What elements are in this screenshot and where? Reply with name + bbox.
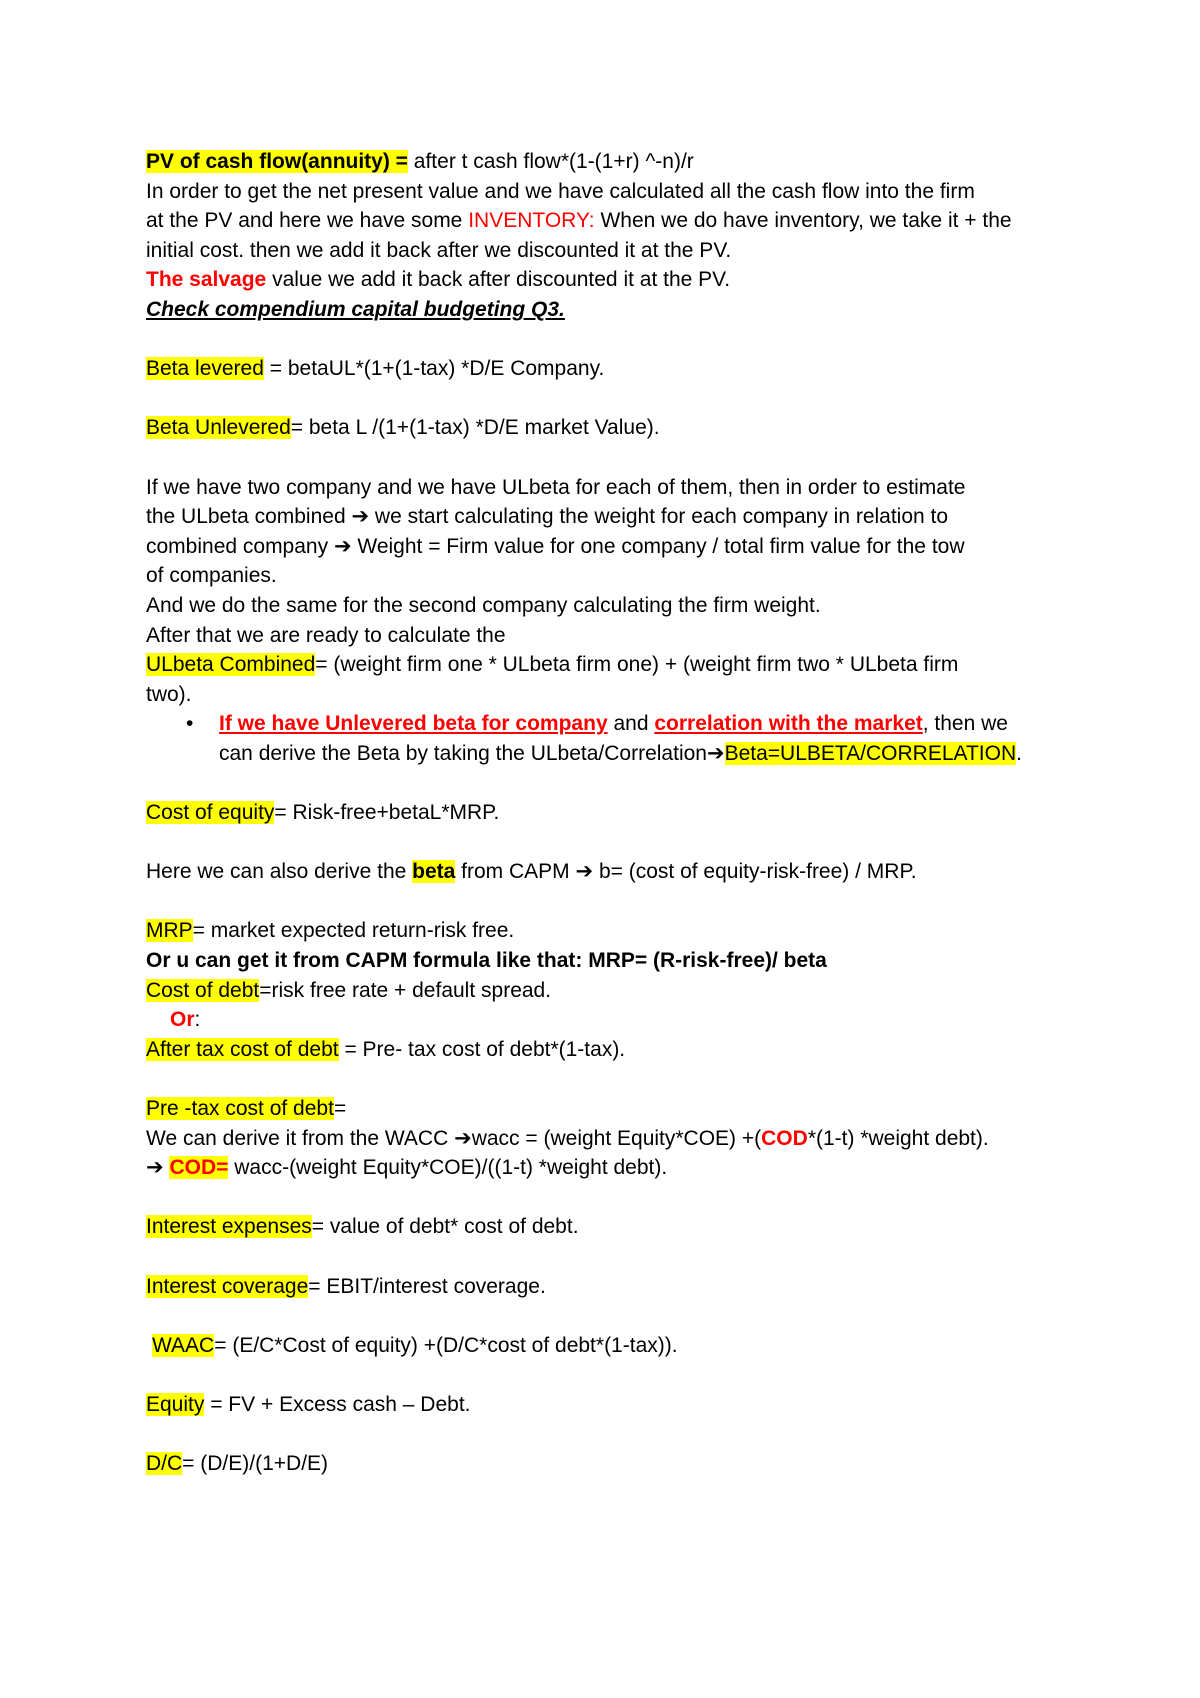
salvage-text: value we add it back after discounted it at the PV.: [266, 268, 731, 292]
npv-line-2-rest: When we do have inventory, we take it + the: [594, 209, 1012, 233]
cost-of-equity-formula: = Risk-free+betaL*MRP.: [274, 801, 500, 825]
interest-coverage-formula: = EBIT/interest coverage.: [308, 1274, 546, 1298]
beta-unlevered-formula: = beta L /(1+(1-tax) *D/E market Value).: [290, 416, 660, 440]
interest-coverage-label: Interest coverage: [146, 1274, 309, 1298]
cost-of-equity-label: Cost of equity: [146, 801, 275, 825]
ulbeta-combined-line-2: two).: [146, 682, 192, 706]
equity-label: Equity: [146, 1392, 205, 1416]
spacer: [146, 1360, 1106, 1390]
interest-coverage-line: [146, 1272, 1106, 1302]
beta-levered-formula: = betaUL*(1+(1-tax) *D/E Company.: [263, 357, 605, 381]
waac-formula: = (E/C*Cost of equity) +(D/C*cost of debt*(1-tax)).: [214, 1333, 678, 1357]
bullet-text: [219, 709, 1106, 768]
pv-annuity-line: [146, 147, 1106, 177]
beta-unlevered-line: [146, 413, 1106, 443]
dc-line: [146, 1449, 1106, 1479]
cost-of-debt-line: [146, 976, 1106, 1006]
two-company-line-2-text: the ULbeta combined: [146, 505, 352, 529]
or-label: Or: [170, 1008, 195, 1032]
npv-line-2: [146, 206, 1106, 236]
beta-correlation-formula: Beta=ULBETA/CORRELATION: [724, 741, 1017, 765]
cost-of-equity-line: [146, 798, 1106, 828]
salvage-label: The salvage: [146, 268, 267, 292]
derive-beta-formula: b= (cost of equity-risk-free) / MRP.: [593, 860, 917, 884]
derive-beta-text: Here we can also derive the: [146, 860, 413, 884]
bullet-icon: •: [186, 712, 194, 736]
after-tax-line: [146, 1035, 1106, 1065]
beta-levered-line: [146, 354, 1106, 384]
derive-beta-line: [146, 857, 1106, 887]
dc-formula: = (D/E)/(1+D/E): [182, 1452, 329, 1476]
cod-term: COD: [761, 1126, 808, 1150]
mrp-line: [146, 916, 1106, 946]
cod-label: COD=: [169, 1156, 229, 1180]
spacer: [146, 325, 1106, 355]
two-company-line-4: of companies.: [146, 564, 277, 588]
salvage-line: [146, 265, 1106, 295]
inventory-term: INVENTORY:: [468, 209, 595, 233]
spacer: [146, 1183, 1106, 1213]
interest-expenses-line: [146, 1212, 1106, 1242]
interest-expenses-label: Interest expenses: [146, 1215, 312, 1239]
document-page: [146, 147, 1106, 1479]
or-colon: :: [194, 1008, 201, 1032]
two-company-line-6: After that we are ready to calculate the: [146, 623, 506, 647]
bullet-end: .: [1016, 741, 1022, 765]
pre-tax-eq: =: [333, 1097, 347, 1120]
mrp-formula: = market expected return-risk free.: [192, 919, 515, 943]
spacer: [146, 1420, 1106, 1450]
or-line: [146, 1005, 1106, 1035]
bullet-red-phrase-2: correlation with the market: [654, 712, 923, 736]
after-tax-label: After tax cost of debt: [146, 1037, 339, 1061]
ulbeta-combined-formula: = (weight firm one * ULbeta firm one) + (weight firm two * ULbeta firm: [315, 653, 959, 677]
pre-tax-label: Pre -tax cost of debt: [146, 1097, 334, 1120]
arrow-right-icon: ➔: [351, 505, 370, 529]
two-company-line-1: If we have two company and we have ULbeta for each of them, then in order to estimate: [146, 475, 966, 499]
two-company-line-2-rest: we start calculating the weight for each company in relation to: [369, 505, 949, 529]
spacer: [146, 768, 1106, 798]
spacer: [146, 1242, 1106, 1272]
cost-of-debt-label: Cost of debt: [146, 978, 260, 1002]
wacc-formula-b: *(1-t) *weight debt).: [807, 1126, 989, 1150]
mrp-capm-line: Or u can get it from CAPM formula like that: MRP= (R-risk-free)/ beta: [146, 949, 827, 973]
after-tax-formula: = Pre- tax cost of debt*(1-tax).: [338, 1037, 626, 1061]
bullet-item: [146, 709, 1106, 768]
spacer: [146, 828, 1106, 858]
ulbeta-combined-line-1: [146, 650, 1106, 680]
beta-term: beta: [412, 860, 456, 884]
npv-line-1: In order to get the net present value and we have calculated all the cash flow into the firm: [146, 179, 975, 203]
two-company-line-3: [146, 532, 1106, 562]
arrow-right-icon: ➔: [575, 860, 594, 884]
arrow-right-icon: ➔: [706, 741, 725, 765]
interest-expenses-formula: = value of debt* cost of debt.: [311, 1215, 579, 1239]
bullet-line-2: can derive the Beta by taking the ULbeta/Correlation: [219, 741, 707, 765]
cost-of-debt-formula: =risk free rate + default spread.: [259, 978, 552, 1002]
check-compendium-line: [146, 295, 1106, 325]
cod-formula: wacc-(weight Equity*COE)/((1-t) *weight debt).: [228, 1156, 668, 1180]
check-compendium-text: Check compendium capital budgeting Q3.: [146, 297, 565, 321]
wacc-formula-a: wacc = (weight Equity*COE) +(: [471, 1126, 762, 1150]
spacer: [146, 443, 1106, 473]
ulbeta-combined-label: ULbeta Combined: [146, 653, 316, 677]
bullet-red-phrase-1: If we have Unlevered beta for company: [219, 712, 608, 736]
two-company-line-2: [146, 502, 1106, 532]
dc-label: D/C: [146, 1452, 183, 1476]
equity-formula: = FV + Excess cash – Debt.: [204, 1392, 471, 1416]
beta-unlevered-label: Beta Unlevered: [146, 416, 291, 440]
npv-line-3: initial cost. then we add it back after we discounted it at the PV.: [146, 238, 732, 262]
wacc-derive-line: [146, 1124, 1106, 1154]
arrow-right-icon: ➔: [333, 534, 352, 558]
mrp-label: MRP: [146, 919, 193, 943]
beta-levered-label: Beta levered: [146, 357, 264, 381]
wacc-derive-text: We can derive it from the WACC: [146, 1126, 455, 1150]
two-company-line-3-rest: Weight = Firm value for one company / total firm value for the tow: [351, 534, 965, 558]
pv-annuity-formula: after t cash flow*(1-(1+r) ^-n)/r: [407, 150, 694, 173]
bullet-and: and: [607, 712, 655, 736]
two-company-line-5: And we do the same for the second company calculating the firm weight.: [146, 593, 821, 617]
cod-formula-line: [146, 1153, 1106, 1183]
waac-label: WAAC: [152, 1333, 215, 1357]
spacer: [146, 1301, 1106, 1331]
pre-tax-line: [146, 1094, 1106, 1124]
bullet-rest: , then we: [922, 712, 1008, 736]
equity-line: [146, 1390, 1106, 1420]
two-company-line-3-text: combined company: [146, 534, 334, 558]
spacer: [146, 887, 1106, 917]
arrow-right-icon: ➔: [454, 1126, 472, 1150]
spacer: [146, 384, 1106, 414]
npv-line-2-text: at the PV and here we have some: [146, 209, 469, 233]
arrow-right-icon: ➔: [146, 1156, 164, 1180]
pv-annuity-label: PV of cash flow(annuity) =: [146, 150, 408, 173]
derive-beta-capm: from CAPM: [455, 860, 576, 884]
waac-line: [146, 1331, 1106, 1361]
spacer: [146, 1064, 1106, 1094]
